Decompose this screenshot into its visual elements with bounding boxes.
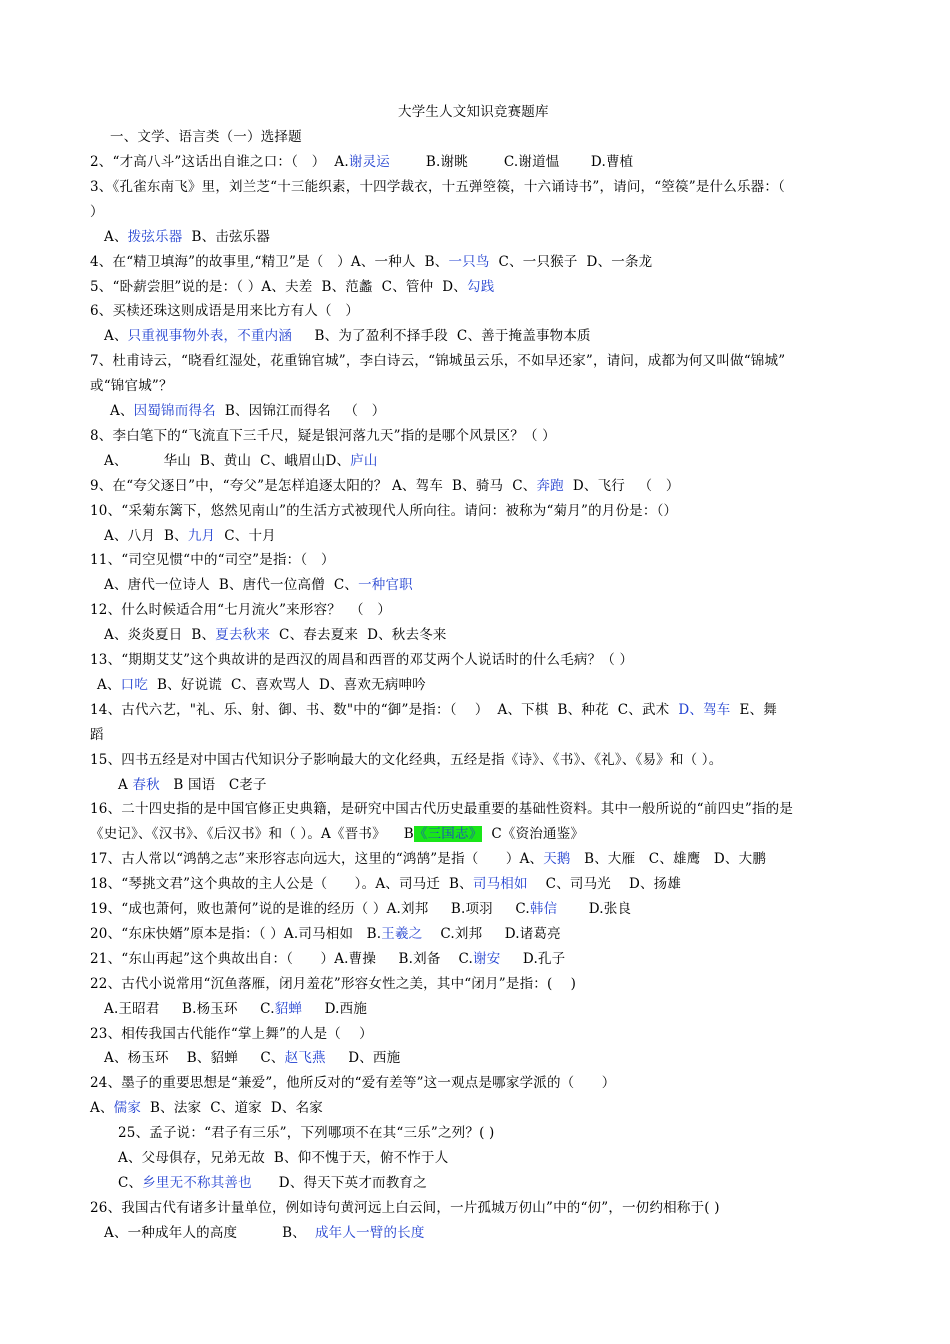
question-text: 23、相传我国古代能作“掌上舞”的人是（ ） [90, 1025, 373, 1042]
question-text: D、西施 [325, 1050, 401, 1067]
answer-text: 王羲之 [381, 925, 423, 942]
question-text: B、大雁 C、雄鹰 D、大鹏 [570, 851, 767, 868]
question-text: 6、买椟还珠这则成语是用来比方有人（ ） [90, 303, 360, 320]
question-line [90, 750, 722, 770]
question-text: D、得天下英才而教育之 [251, 1174, 427, 1191]
document-title: 大学生人文知识竞赛题库 [398, 104, 549, 120]
question-text: 21、“东山再起”这个典故出自：（ ）A.曹操 B.刘备 C. [90, 950, 474, 967]
question-line [90, 301, 359, 321]
question-text: B、击弦乐器 [182, 228, 271, 245]
question-line [104, 1223, 425, 1243]
question-text: B、好说谎 C、喜欢骂人 D、喜欢无病呻吟 [148, 676, 426, 693]
question-text: 7、杜甫诗云，“晓看红湿处，花重锦官城”，李白诗云，“锦城虽云乐，不如早还家”，请问，成都为何又叫做“锦城” [90, 353, 786, 370]
question-text: D、飞行 （ ） [563, 477, 680, 494]
section-heading: 一、文学、语言类（一）选择题 [110, 129, 302, 145]
question-text: 4、在“精卫填海”的故事里,“精卫”是（ ）A、一种人 B、 [90, 253, 449, 270]
question-text: 14、古代六艺，"礼、乐、射、御、书、数"中的“御”是指：（ ） A、下棋 B、种花 C、武术 [90, 701, 679, 718]
question-line [90, 476, 680, 496]
question-line [118, 1123, 495, 1143]
question-text: B、法家 C、道家 D、名家 [141, 1100, 323, 1117]
question-line [90, 924, 561, 944]
question-text: 蹈 [90, 726, 104, 743]
question-line [118, 775, 267, 795]
question-text: 18、“琴挑文君”这个典故的主人公是（ ）。A、司马迁 B、 [90, 876, 473, 893]
question-text: 8、李白笔下的“飞流直下三千尺，疑是银河落九天”指的是哪个风景区？（ ） [90, 427, 556, 444]
question-line [90, 351, 860, 371]
question-line [118, 1173, 427, 1193]
question-text: A、唐代一位诗人 B、唐代一位高僧 C、 [104, 577, 359, 594]
question-text: C.刘邦 D.诸葛亮 [422, 925, 561, 942]
question-text: C、十月 [215, 527, 276, 544]
question-text: 22、古代小说常用“沉鱼落雁，闭月羞花”形容女性之美，其中“闭月”是指：( ) [90, 975, 577, 992]
question-text: 5、“卧薪尝胆”说的是：（ ）A、夫差 B、范蠡 C、管仲 D、 [90, 278, 468, 295]
question-line [104, 1048, 400, 1068]
answer-text: 庐山 [350, 452, 378, 469]
answer-text: 韩信 [529, 901, 558, 917]
question-text: A、杨玉环 B、貂蝉 C、 [104, 1050, 285, 1067]
question-line [90, 1198, 720, 1218]
question-text: A、 华山 B、黄山 C、峨眉山D、 [104, 452, 351, 469]
answer-text: 谢灵运 [348, 154, 390, 170]
question-line [90, 849, 766, 869]
question-line [90, 426, 556, 446]
question-text: A.王昭君 B.杨玉环 C. [104, 1000, 275, 1017]
question-text: A、 [97, 676, 121, 693]
question-text: A、八月 B、 [104, 527, 188, 544]
answer-text: 口吃 [120, 676, 149, 693]
answer-text: 天鹅 [543, 851, 571, 868]
question-line [90, 974, 576, 994]
question-text: 10、“采菊东篱下，悠然见南山”的生活方式被现代人所向往。请问：被称为“菊月”的月份是：（） [90, 502, 678, 519]
question-text: A、 [104, 328, 128, 345]
question-text: 12、什么时候适合用“七月流火”来形容？ （ ） [90, 602, 392, 619]
question-line [90, 252, 652, 272]
question-text: C、一只猴子 D、一条龙 [489, 253, 653, 270]
answer-text: 一只鸟 [448, 253, 490, 270]
question-line [90, 501, 677, 521]
question-text: 11、“司空见惯“中的“司空”是指：（ ） [90, 552, 335, 569]
question-text: 2、“才高八斗”这话出自谁之口：（ ） A. [90, 154, 349, 170]
question-line [97, 675, 426, 695]
question-line [90, 1073, 615, 1093]
question-text: E、舞 [730, 701, 777, 718]
question-text: 3、《孔雀东南飞》里，刘兰芝“十三能织素，十四学裁衣，十五弹箜篌，十六诵诗书”，请问，“箜篌”是什么乐器：（ [90, 178, 785, 195]
question-text: 16、二十四史指的是中国官修正史典籍，是研究中国古代历史最重要的基础性资料。其中一般所说的“前四史”指的是 [90, 801, 794, 818]
question-text: 26、我国古代有诸多计量单位，例如诗句黄河远上白云间，一片孤城万仞山”中的“仞”，一仞约相称于( ) [90, 1199, 720, 1216]
question-line [90, 600, 391, 620]
question-text: B、因锦江而得名 （ ） [215, 403, 386, 419]
question-line [90, 949, 565, 969]
answer-text: 拨弦乐器 [127, 228, 183, 245]
answer-text: 乡里无不称其善也 [142, 1174, 252, 1191]
question-text: C、司马光 D、扬雄 [527, 876, 682, 893]
answer-text: 司马相如 [472, 876, 528, 893]
question-text: 《史记》、《汉书》、《后汉书》和（ ）。A《晋书》 B [90, 826, 414, 843]
question-line [90, 177, 860, 197]
question-line [90, 550, 335, 570]
question-text: C《资治通鉴》 [482, 826, 585, 843]
question-line [110, 401, 385, 421]
question-text: B 国语 C老子 [159, 776, 267, 793]
question-line [90, 152, 633, 172]
question-text: C、 [118, 1174, 143, 1191]
answer-text: 赵飞燕 [284, 1050, 326, 1067]
answer-text: 因蜀锦而得名 [133, 403, 216, 419]
question-line [90, 799, 860, 819]
question-line [90, 899, 631, 919]
highlighted-answer: 《三国志》 [413, 826, 483, 843]
question-text: D.张良 [557, 901, 632, 917]
question-text: 或“锦官城”？ [90, 378, 173, 395]
question-text: 13、“期期艾艾”这个典故讲的是西汉的周昌和西晋的邓艾两个人说话时的什么毛病？（ ） [90, 652, 634, 668]
answer-text: 夏去秋来 [215, 627, 271, 644]
answer-text: 春秋 [132, 776, 160, 793]
question-text: 15、四书五经是对中国古代知识分子影响最大的文化经典，五经是指《诗》、《书》、《礼》、《易》和（ ）。 [90, 751, 723, 768]
question-line [104, 999, 367, 1019]
question-text: A、 [90, 1100, 114, 1117]
question-text: 25、孟子说：“君子有三乐”，下列哪项不在其“三乐”之列？( ) [118, 1125, 495, 1142]
question-text: A、 [104, 228, 128, 245]
question-text: C、春去夏来 D、秋去冬来 [270, 627, 447, 644]
answer-text: 一种官职 [358, 577, 413, 594]
question-text: 9、在“夸父逐日”中，“夸父”是怎样追逐太阳的？ A、驾车 B、骑马 C、 [90, 477, 537, 494]
question-text: A [118, 776, 133, 793]
question-text: 19、“成也萧何，败也萧何”说的是谁的经历（ ）A.刘邦 B.项羽 C. [90, 901, 530, 917]
answer-text: 貂蝉 [274, 1000, 303, 1017]
question-line [90, 824, 584, 844]
answer-text: 儒家 [113, 1100, 142, 1117]
question-text: B.谢眺 C.谢道愠 D.曹植 [389, 154, 634, 170]
question-line [104, 526, 276, 546]
question-line [90, 1024, 373, 1044]
answer-text: 成年人一臂的长度 [314, 1224, 425, 1241]
question-text: D.西施 [302, 1000, 368, 1017]
answer-text: 谢安 [473, 950, 501, 967]
question-text: ） [90, 203, 104, 220]
question-line [90, 277, 494, 297]
answer-text: 九月 [187, 527, 216, 544]
question-line [90, 376, 173, 396]
question-text: 20、“东床快婿”原本是指：（ ）A.司马相如 B. [90, 925, 382, 942]
question-text: D.孔子 [500, 950, 566, 967]
question-line [90, 202, 104, 222]
question-line [104, 575, 413, 595]
question-line [104, 451, 378, 471]
question-text: 17、古人常以“鸿鹄之志”来形容志向远大，这里的“鸿鹄”是指（ ）A、 [90, 851, 544, 868]
question-line [90, 1098, 323, 1118]
question-text: A、一种成年人的高度 B、 [104, 1224, 315, 1241]
question-text: A、炎炎夏日 B、 [104, 627, 216, 644]
answer-text: 奔跑 [536, 477, 564, 494]
question-line [90, 700, 860, 720]
question-line [90, 874, 681, 894]
question-line [90, 725, 104, 745]
question-line [90, 650, 633, 670]
answer-text: D、驾车 [678, 701, 731, 718]
question-text: 24、墨子的重要思想是“兼爱”，他所反对的“爱有差等”这一观点是哪家学派的（ ） [90, 1075, 616, 1092]
question-line [104, 326, 591, 346]
question-text: B、为了盈利不择手段 C、善于掩盖事物本质 [292, 328, 591, 345]
answer-text: 勾践 [467, 278, 495, 295]
question-text: A、 [110, 403, 134, 419]
question-text: A、父母俱存，兄弟无故 B、仰不愧于天，俯不怍于人 [118, 1150, 449, 1166]
question-line [118, 1148, 448, 1168]
answer-text: 只重视事物外表，不重内涵 [127, 328, 293, 345]
question-line [104, 227, 270, 247]
question-line [104, 625, 447, 645]
